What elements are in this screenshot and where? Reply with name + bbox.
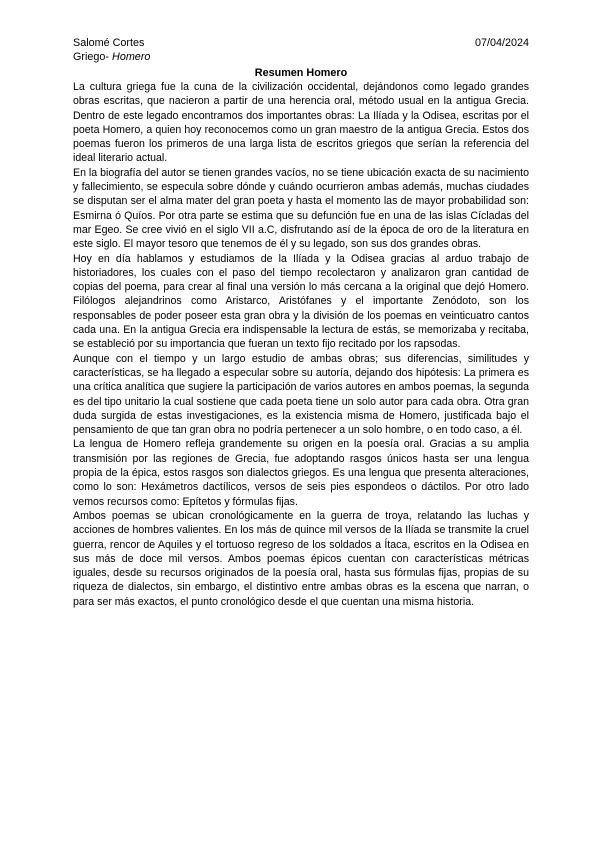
subject-prefix: Griego- (73, 51, 113, 63)
document-page (73, 36, 529, 609)
paragraph: La lengua de Homero refleja grandemente su origen en la poesía oral. Gracias a su amplia transmisión por las regiones de Grecia, fue adoptando rasgos únicos hasta ser una lengua propia de la épica, estos rasgos son dialectos griegos. Es una lengua que presenta alteraciones, como lo son: Hexámetros dactílicos, versos de seis pies espondeos o dáctilos. Por otro lado vemos recursos como: Epítetos y fórmulas fijas. (73, 438, 529, 508)
subject-line (73, 50, 529, 64)
document-date: 07/04/2024 (474, 37, 529, 49)
paragraph: La cultura griega fue la cuna de la civilización occidental, dejándonos como legado grandes obras escritas, que nacieron a partir de una herencia oral, método usual en la antigua Grecia. Dentro de este legado encontramos dos importantes obras: La Ilíada y la Odisea, escritas por el poeta Homero, a quien hoy reconocemos como un gran maestro de la antigua Grecia. Estos dos poemas fueron los primeros de una larga lista de escritos griegos que serían la referencia del ideal literario actual. (73, 81, 529, 165)
author-name: Salomé Cortes (73, 37, 145, 49)
document-header (73, 36, 529, 50)
subject-work: Homero (112, 51, 151, 63)
document-title: Resumen Homero (254, 67, 348, 79)
paragraph: En la biografía del autor se tienen grandes vacíos, no se tiene ubicación exacta de su nacimiento y fallecimiento, se especula sobre dónde y cuándo ocurrieron ambas además, muchas ciudades se disputan ser el alma mater del gran poeta y hasta el momento las de mayor probabilidad son: Esmirna ó Quíos. Por otra parte se estima que su defunción fue en una de las islas Cícladas del mar Egeo. Se cree vivió en el siglo VII a.C, disfrutando así de la época de oro de la literatura en este siglo. El mayor tesoro que tenemos de él y su legado, son sus dos grandes obras. (73, 166, 529, 251)
paragraph: Aunque con el tiempo y un largo estudio de ambas obras; sus diferencias, similitudes y características, se ha llegado a especular sobre su autoría, dejando dos hipótesis: La primera es una crítica analítica que sugiere la participación de varios autores en ambos poemas, la segunda es del tipo unitario la cual sostiene que cada poeta tiene un solo autor para cada obra. Otra gran duda surgida de estas investigaciones, es la existencia misma de Homero, justificada bajo el pensamiento de que tan gran obra no podría pertenecer a un solo hombre, o en todo caso, a él. (73, 352, 529, 437)
paragraph: Hoy en día hablamos y estudiamos de la Ilíada y la Odisea gracias al arduo trabajo de historiadores, los cuales con el paso del tiempo recolectaron y analizaron gran cantidad de copias del poema, para crear al final una versión lo más cercana a la original que dejó Homero. Filólogos alejandrinos como Aristarco, Aristófanes y el importante Zenódoto, son los responsables de poder poseer esta gran obra y la división de los poemas en veinticuatro cantos cada una. En la antigua Grecia era indispensable la lectura de estás, se memorizaba y recitaba, se estableció por su importancia que fueran un texto fijo recitado por los rapsodas. (73, 252, 529, 351)
paragraph: Ambos poemas se ubican cronológicamente en la guerra de troya, relatando las luchas y acciones de hombres valientes. En los más de quince mil versos de la Ilíada se transmite la cruel guerra, rencor de Aquiles y el tortuoso regreso de los soldados a Ítaca, escritos en la Odisea en sus más de doce mil versos. Ambos poemas épicos cuentan con características métricas iguales, desde su recursos originados de la poesía oral, hasta sus fórmulas fijas, propias de su riqueza de dialectos, sin embargo, el distintivo entre ambas obras es la escena que narran, o para ser más exactos, el punto cronológico desde el que cuentan una misma historia. (73, 509, 529, 608)
